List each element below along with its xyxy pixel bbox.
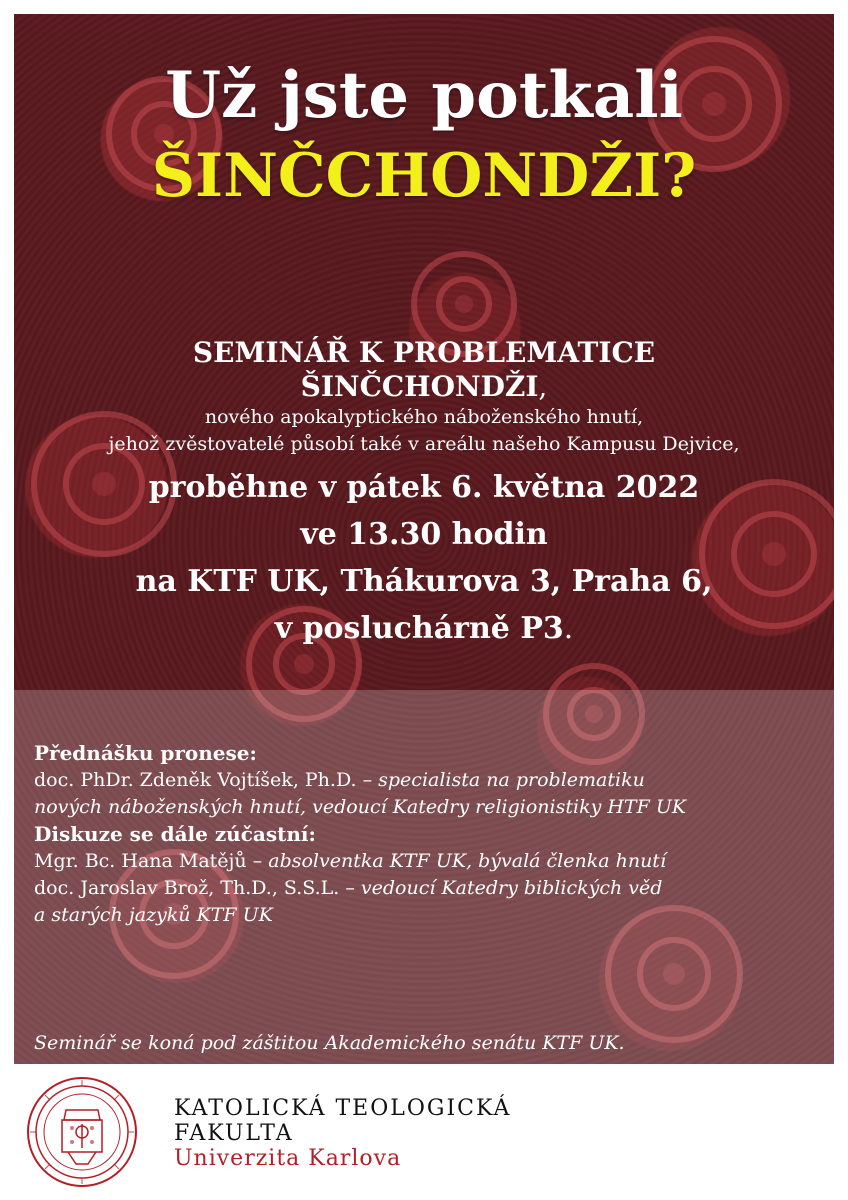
patronage-note: Seminář se koná pod záštitou Akademického senátu KTF UK. [34,1032,625,1054]
guest-2-role-1: vedoucí Katedry biblických věd [360,877,663,899]
guest-2-name: doc. Jaroslav Brož, Th.D., S.S.L. – [34,877,361,899]
lecturer-name: doc. PhDr. Zdeněk Vojtíšek, Ph.D. – [34,769,379,791]
seminar-description-1: nového apokalyptického náboženského hnutí, [204,406,644,428]
event-room-text: v posluchárně P3 [274,611,564,646]
lecturer-role-2: nových náboženských hnutí, vedoucí Katedry religionistiky HTF UK [34,796,687,818]
guest-2-line-2 [34,902,824,929]
guest-1-name: Mgr. Bc. Hana Matějů – [34,850,269,872]
poster-panel [14,14,834,1064]
event-room-suffix: . [563,611,574,646]
seminar-heading-2-text: ŠINČCHONDŽI [300,370,539,403]
event-date: proběhne v pátek 6. května 2022 [148,470,700,505]
seminar-heading-2-suffix: , [538,370,548,403]
discussion-heading: Diskuze se dále zúčastní: [34,822,316,846]
event-room [14,605,834,652]
seminar-description-2: jehož zvěstovatelé působí také v areálu našeho Kampusu Dejvice, [108,433,740,455]
university-seal-icon [26,1076,138,1188]
lecturer-line-2 [34,794,824,821]
lecturer-role-1: specialista na problematiku [378,769,645,791]
title-line-2: ŠINČCHONDŽI? [151,141,697,211]
university-name: Univerzita Karlova [174,1146,402,1171]
seminar-heading-1: SEMINÁŘ K PROBLEMATICE [192,336,656,369]
faculty-name-line-1: KATOLICKÁ TEOLOGICKÁ [174,1096,512,1121]
guest-2-role-2: a starých jazyků KTF UK [34,904,273,926]
speakers-section [34,740,824,929]
seminar-info [14,336,834,652]
faculty-footer [26,1076,826,1186]
guest-2-line-1 [34,875,824,902]
title-line-1: Už jste potkali [165,58,683,133]
faculty-name-line-2: FAKULTA [174,1121,294,1146]
event-time: ve 13.30 hodin [300,517,548,552]
guest-1-role: absolventka KTF UK, bývalá členka hnutí [268,850,667,872]
guest-1 [34,848,824,875]
seminar-heading-2 [14,370,834,404]
event-location: na KTF UK, Thákurova 3, Praha 6, [135,564,713,599]
lecture-heading: Přednášku pronese: [34,741,257,765]
lecturer-line-1 [34,767,824,794]
